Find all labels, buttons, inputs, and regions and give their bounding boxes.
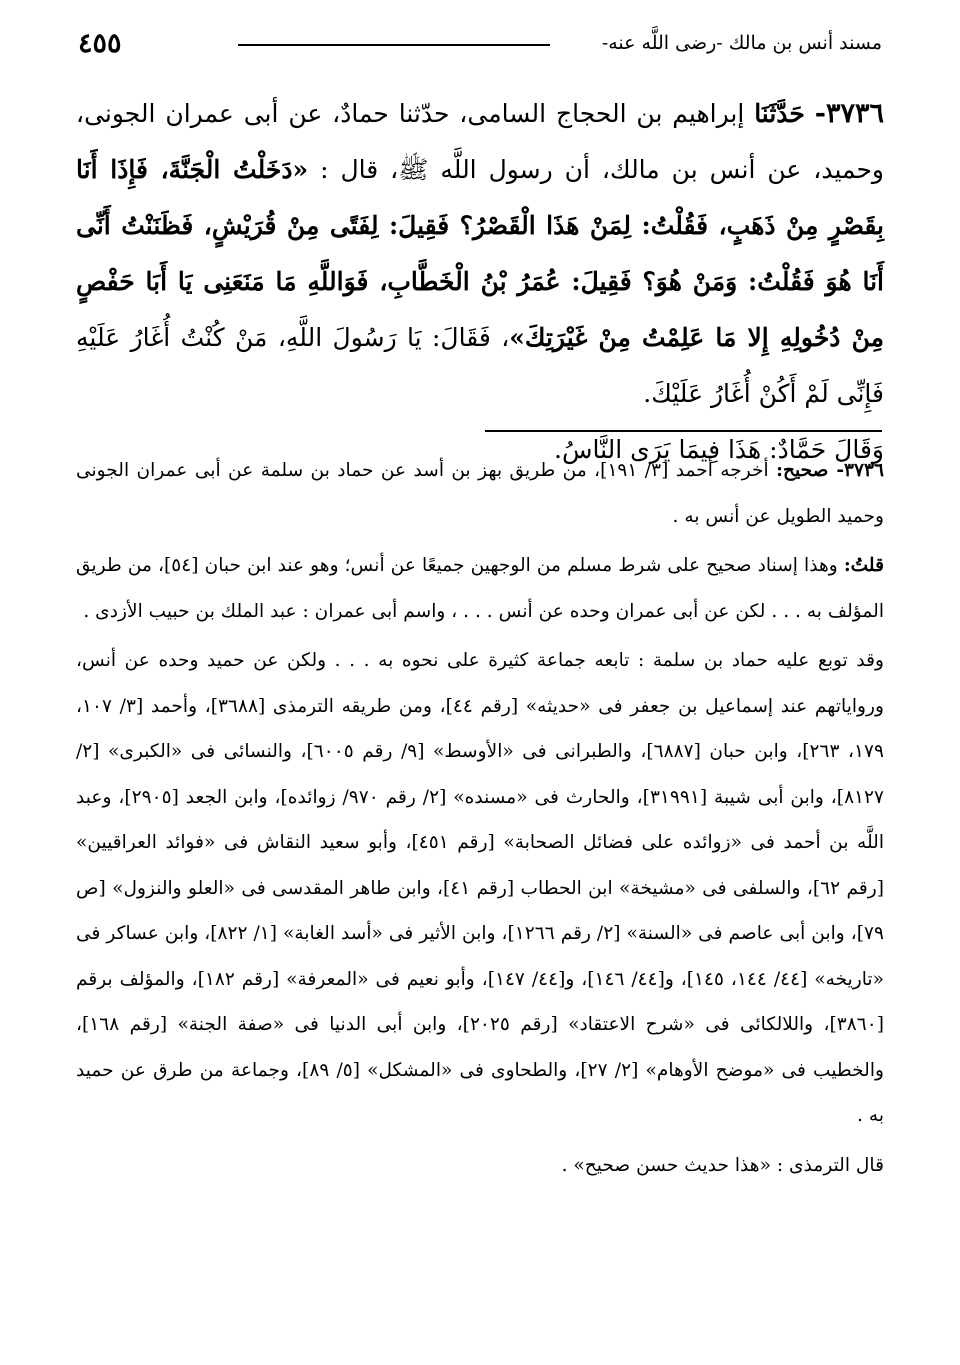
hadith-opening: حَدَّثَنَا [754, 99, 805, 128]
qultu-label: قلتُ: [843, 555, 884, 576]
grade-label: ٣٧٣٦- صحيح: [776, 460, 884, 481]
page-number: ٤٥٥ [78, 28, 122, 59]
qultu-text: وهذا إسناد صحيح على شرط مسلم من الوجهين جميعًا عن أنس؛ وهو عند ابن حبان [٥٤]، من طريق المؤلف به . . . لكن عن أبى عمران وحده عن أنس . . . ، واسم أبى عمران : عبد الملك بن حبيب الأزدى . [76, 555, 884, 622]
header-rule [238, 44, 550, 46]
grade-paragraph [76, 448, 884, 539]
hadith-number: ٣٧٣٦- [814, 98, 884, 129]
hadith-response: ، فَقَالَ: يَا رَسُولَ اللَّهِ، مَنْ كُنْتُ أُغَارُ عَلَيْهِ فَإِنِّى لَمْ أَكُنْ أُغَارُ عَلَيْكَ. [76, 323, 884, 408]
tirmidhi-paragraph: قال الترمذى : «هذا حديث حسن صحيح» . [561, 1154, 884, 1176]
hadith-closing: وَقَالَ حَمَّادٌ: هَذَا فِيمَا يَرَى النَّاسُ. [554, 435, 884, 464]
page-header [78, 30, 882, 64]
footnotes [76, 448, 884, 1192]
grade-text: أخرجه أحمد [٣/ ١٩١]، من طريق بهز بن أسد عن حماد بن سلمة عن أبى عمران الجونى وحميد الطويل عن أنس به . [76, 460, 884, 527]
hadith-matn: «دَخَلْتُ الْجَنَّةَ، فَإِذَا أَنَا بِقَصْرٍ مِنْ ذَهَبٍ، فَقُلْتُ: لِمَنْ هَذَا الْقَصْرُ؟ فَقِيلَ: لِفَتًى مِنْ قُرَيْشٍ، فَظَنَنْتُ أَنِّى أَنَا هُوَ فَقُلْتُ: وَمَنْ هُوَ؟ فَقِيلَ: عُمَرُ بْنُ الْخَطَّابِ، فَوَاللَّهِ مَا مَنَعَنِى يَا أَبَا حَفْصٍ مِنْ دُخُولِهِ إِلا مَا عَلِمْتُ مِنْ غَيْرَتِكَ» [76, 155, 884, 352]
followups-paragraph: وقد توبع عليه حماد بن سلمة : تابعه جماعة كثيرة على نحوه به . . . ولكن عن حميد وحده عن أنس، ورواياتهم عند إسماعيل بن جعفر فى «حديثه» [رقم ٤٤]، ومن طريقه الترمذى [٣٦٨٨]، وأحمد [٣/ ١٠٧، ١٧٩، ٢٦٣]، وابن حبان [٦٨٨٧]، والطبرانى فى «الأوسط» [٩/ رقم ٦٠٠٥]، والنسائى فى «الكبرى» [٢/ ٨١٢٧]، وابن أبى شيبة [٣١٩٩١]، والحارث فى «مسنده» [٢/ رقم ٩٧٠/ زوائده]، وابن الجعد [٢٩٠٥]، وعبد اللَّه بن أحمد فى «زوائده على فضائل الصحابة» [رقم ٤٥١]، وأبو سعيد النقاش فى «فوائد العراقيين» [رقم ٦٢]، والسلفى فى «مشيخة» ابن الحطاب [رقم ٤١]، وابن طاهر المقدسى فى «العلو والنزول» [ص ٧٩]، وابن أبى عاصم فى «السنة» [٢/ رقم ١٢٦٦]، وابن الأثير فى «أسد الغابة» [١/ ٨٢٢]، وابن عساكر فى «تاريخه» [٤٤/ ١٤٤، ١٤٥]، و[٤٤/ ١٤٦]، و[٤٤/ ١٤٧]، وأبو نعيم فى «المعرفة» [رقم ١٨٢]، والمؤلف برقم [٣٨٦٠]، واللالكائى فى «شرح الاعتقاد» [رقم ٢٠٢٥]، وابن أبى الدنيا فى «صفة الجنة» [رقم ١٦٨]، والخطيب فى «موضح الأوهام» [٢/ ٢٧]، والطحاوى فى «المشكل» [٥/ ٨٩]، وجماعة من طرق عن حميد به . [76, 650, 885, 1126]
footnote-separator [485, 430, 882, 432]
running-title: مسند أنس بن مالك -رضى اللَّه عنه- [601, 32, 882, 54]
qultu-paragraph [76, 543, 884, 634]
hadith-text [76, 86, 884, 478]
hadith-isnad: إبراهيم بن الحجاج السامى، حدّثنا حمادٌ، عن أبى عمران الجونى، وحميد، عن أنس بن مالك، أن رسول اللَّه ﷺ، قال : [76, 99, 884, 184]
